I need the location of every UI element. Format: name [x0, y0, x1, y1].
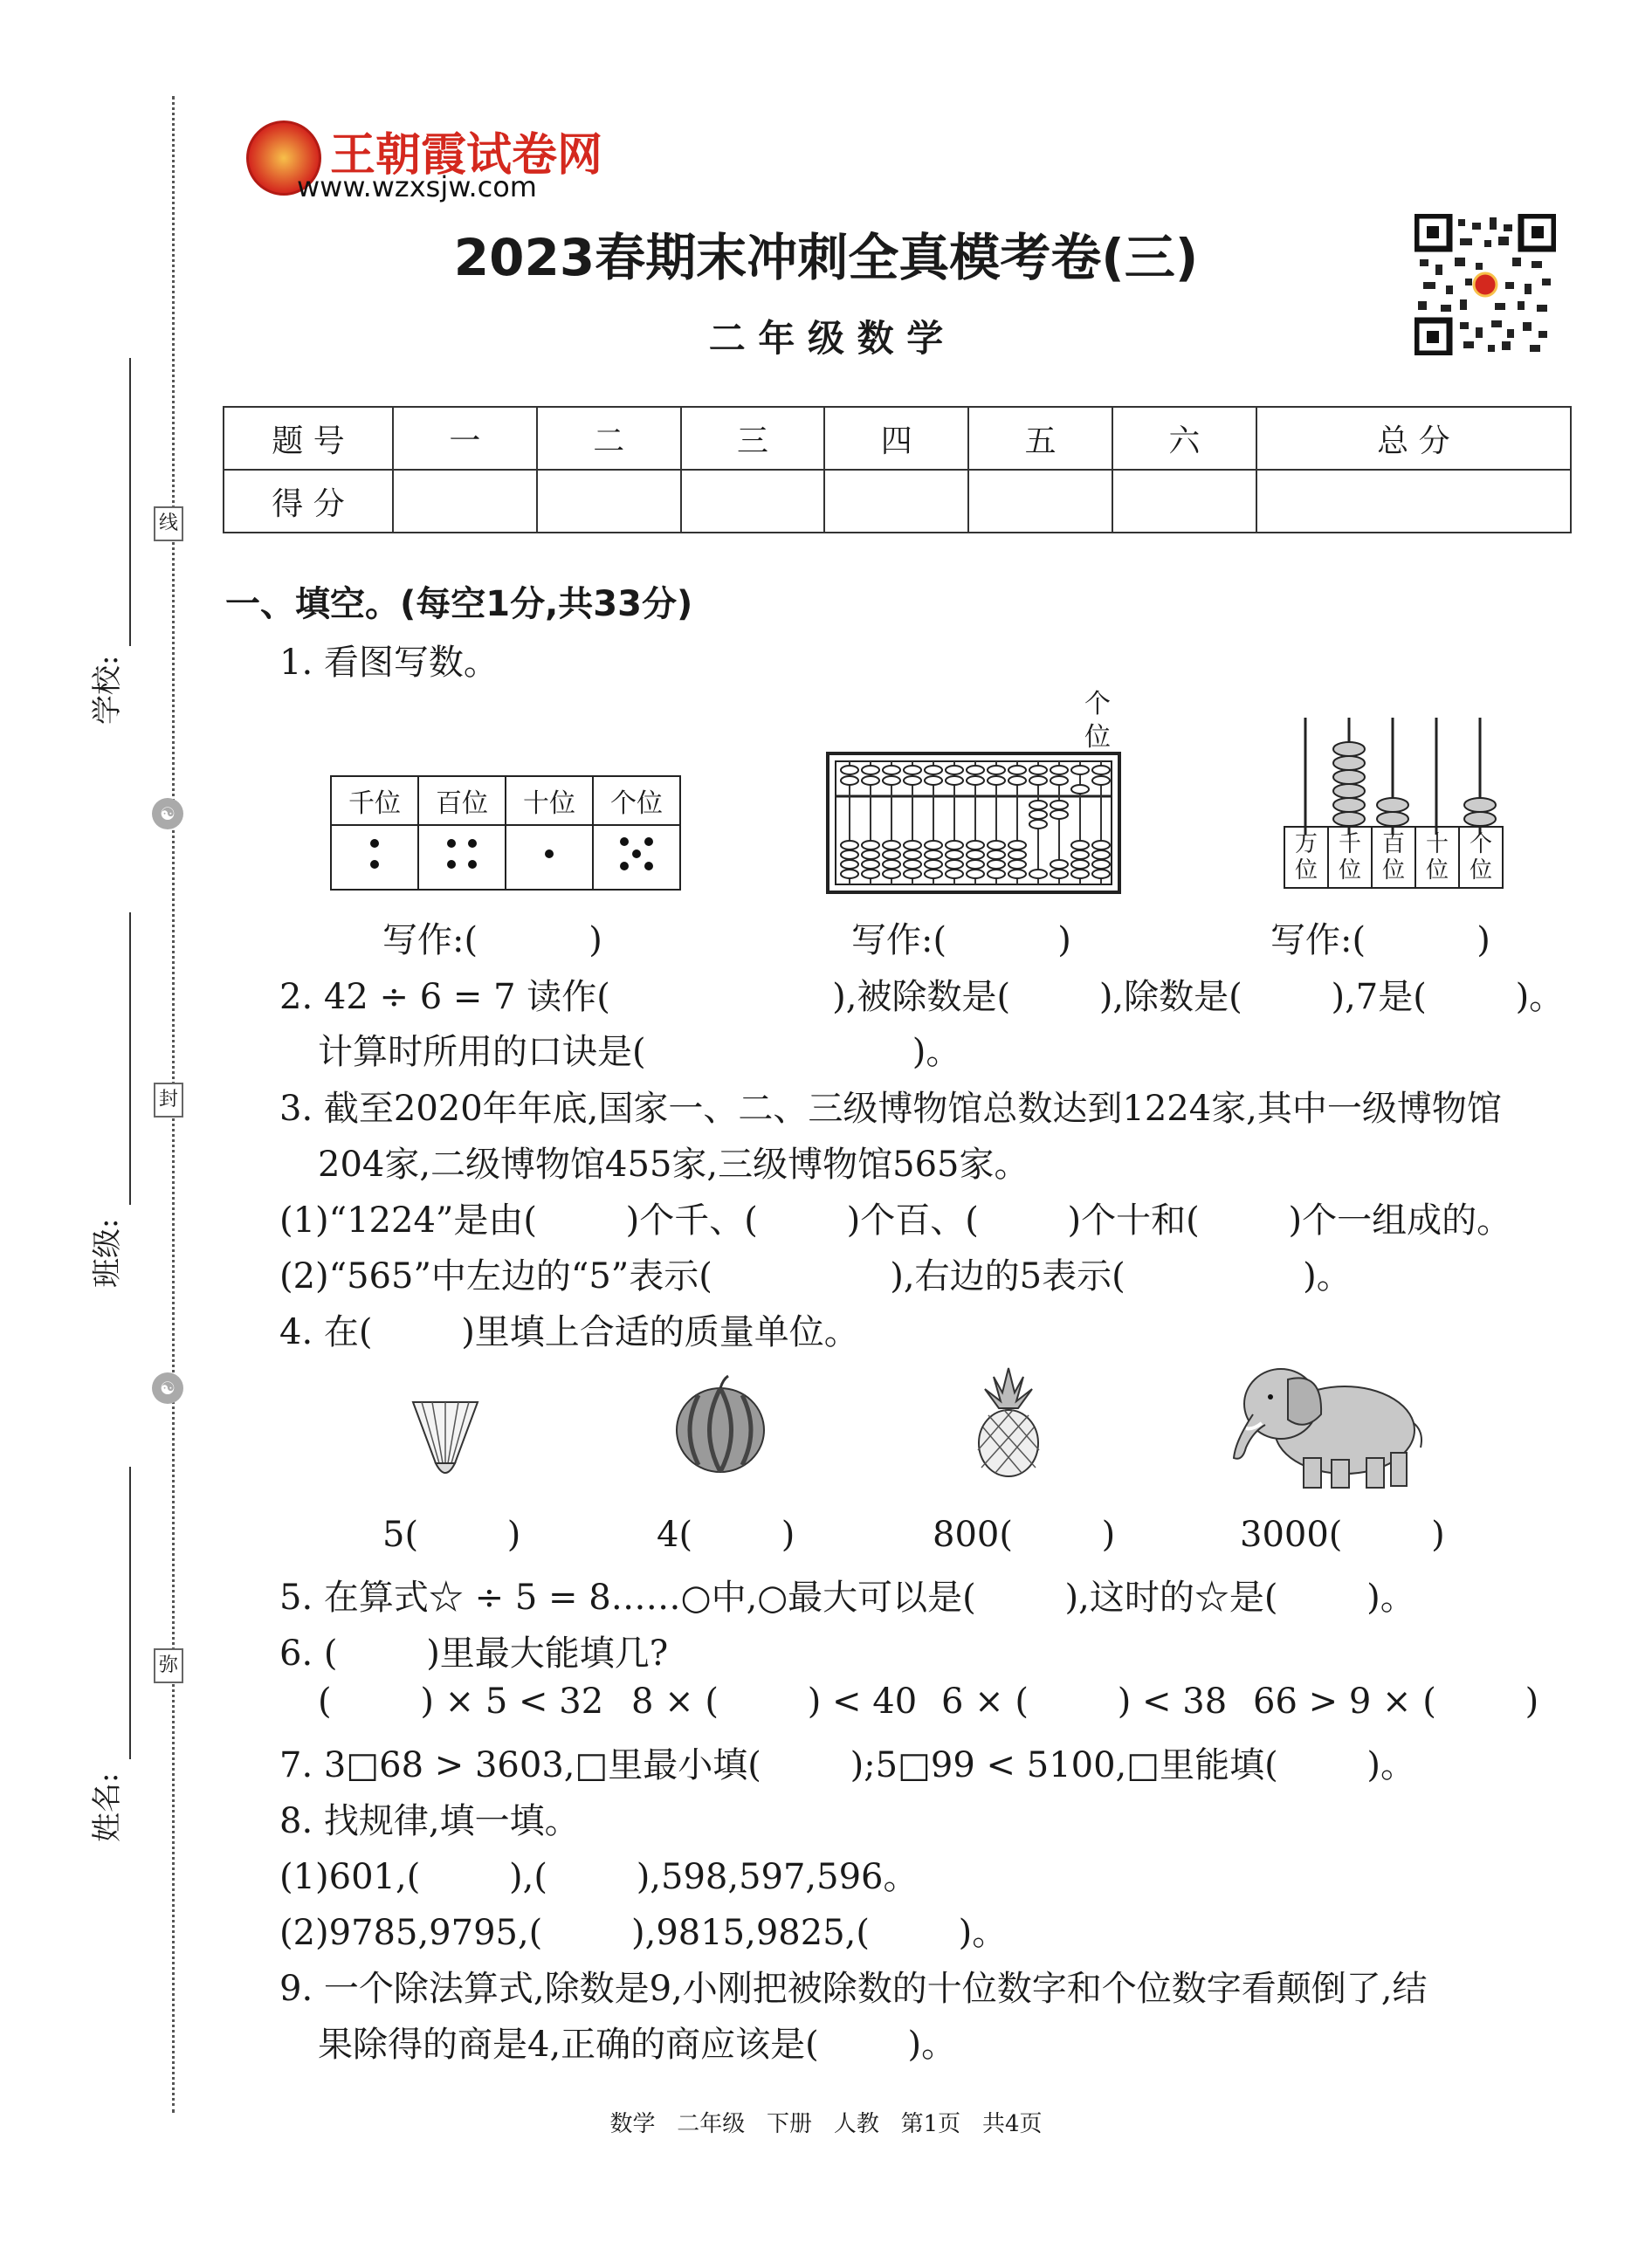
inequality-1[interactable]: ( ) × 5 < 32 — [318, 1682, 604, 1722]
dots-cell — [506, 825, 593, 890]
place-header: 十位 — [506, 776, 593, 825]
score-input-cell[interactable] — [681, 470, 825, 533]
counting-rods-icon — [1284, 714, 1502, 835]
page-footer: 数学 二年级 下册 人教 第1页 共4页 — [609, 2111, 1043, 2137]
question-1: 1. 看图写数。 — [279, 643, 499, 683]
score-cell: 二 — [537, 407, 681, 470]
inequality-2[interactable]: 8 × ( ) < 40 — [631, 1682, 918, 1722]
dots-cell — [418, 825, 506, 890]
brand-url: www.wzxsjw.com — [297, 170, 537, 203]
score-cell: 三 — [681, 407, 825, 470]
rod-label: 十位 — [1415, 827, 1459, 888]
score-cell: 题 号 — [224, 407, 393, 470]
question-7: 7. 3□68 > 3603,□里最小填( );5□99 < 5100,□里能填( )。 — [279, 1745, 1415, 1785]
place-value-chart — [330, 775, 681, 891]
school-underline — [129, 358, 131, 646]
pineapple-icon — [969, 1366, 1048, 1478]
class-label: 班级: — [90, 1218, 125, 1288]
question-5: 5. 在算式☆ ÷ 5 = 8……○中,○最大可以是( ),这时的☆是( )。 — [279, 1578, 1415, 1618]
binding-box-line: 线 — [154, 506, 183, 541]
score-cell: 一 — [393, 407, 537, 470]
question-2-line-2: 计算时所用的口诀是( )。 — [318, 1032, 961, 1072]
name-label: 姓名: — [90, 1772, 125, 1842]
score-input-cell[interactable] — [1112, 470, 1256, 533]
exam-subtitle: 二 年 级 数 学 — [708, 317, 944, 360]
score-cell: 五 — [968, 407, 1112, 470]
rod-label-table — [1284, 826, 1504, 889]
rod-label: 万位 — [1284, 827, 1328, 888]
score-cell: 得 分 — [224, 470, 393, 533]
place-header: 个位 — [593, 776, 680, 825]
section-heading: 一、填空。(每空1分,共33分) — [225, 584, 693, 624]
score-cell: 六 — [1112, 407, 1256, 470]
score-input-cell[interactable] — [824, 470, 968, 533]
class-underline — [129, 912, 131, 1205]
score-input-cell[interactable] — [1256, 470, 1571, 533]
dots-icon — [436, 828, 488, 880]
question-4: 4. 在( )里填上合适的质量单位。 — [279, 1312, 859, 1352]
question-8-sub-1: (1)601,( ),( ),598,597,596。 — [279, 1857, 919, 1897]
dots-icon — [523, 828, 575, 880]
mass-blank-1[interactable]: 5( ) — [382, 1515, 521, 1555]
rod-label: 百位 — [1372, 827, 1415, 888]
inequality-3[interactable]: 6 × ( ) < 38 — [941, 1682, 1228, 1722]
question-6: 6. ( )里最大能填几? — [279, 1633, 669, 1674]
exam-title: 2023春期末冲刺全真模考卷(三) — [453, 228, 1199, 287]
rod-label: 千位 — [1328, 827, 1372, 888]
question-3-line-1: 3. 截至2020年年底,国家一、二、三级博物馆总数达到1224家,其中一级博物馆 — [279, 1089, 1502, 1129]
question-9-line-2: 果除得的商是4,正确的商应该是( )。 — [318, 2025, 957, 2065]
school-label: 学校: — [90, 655, 125, 725]
binding-seal-icon: ☯ — [152, 1372, 183, 1404]
answer-blank-1[interactable]: 写作:( ) — [382, 920, 602, 960]
score-table-score-row — [224, 470, 1571, 533]
mass-blank-2[interactable]: 4( ) — [657, 1515, 795, 1555]
question-3-sub-1: (1)“1224”是由( )个千、( )个百、( )个十和( )个一组成的。 — [279, 1200, 1512, 1241]
question-8-sub-2: (2)9785,9795,( ),9815,9825,( )。 — [279, 1913, 1008, 1953]
dots-icon — [610, 828, 663, 880]
question-3-line-2: 204家,二级博物馆455家,三级博物馆565家。 — [318, 1145, 1029, 1185]
question-2-line-1: 2. 42 ÷ 6 = 7 读作( ),被除数是( ),除数是( ),7是( )。 — [279, 977, 1565, 1017]
mass-blank-4[interactable]: 3000( ) — [1240, 1515, 1445, 1555]
question-9-line-1: 9. 一个除法算式,除数是9,小刚把被除数的十位数字和个位数字看颠倒了,结 — [279, 1969, 1428, 2009]
score-cell: 四 — [824, 407, 968, 470]
abacus-label: 个位 — [1084, 689, 1111, 753]
dots-cell — [331, 825, 418, 890]
mass-blank-3[interactable]: 800( ) — [933, 1515, 1116, 1555]
dots-cell — [593, 825, 680, 890]
place-header: 百位 — [418, 776, 506, 825]
score-input-cell[interactable] — [393, 470, 537, 533]
binding-seal-icon: ☯ — [152, 798, 183, 829]
score-cell: 总 分 — [1256, 407, 1571, 470]
score-table — [223, 406, 1572, 533]
name-underline — [129, 1467, 131, 1759]
question-3-sub-2: (2)“565”中左边的“5”表示( ),右边的5表示( )。 — [279, 1256, 1352, 1296]
question-8: 8. 找规律,填一填。 — [279, 1801, 580, 1841]
shuttlecock-icon — [406, 1395, 485, 1482]
rod-label: 个位 — [1459, 827, 1503, 888]
place-header: 千位 — [331, 776, 418, 825]
score-table-header-row — [224, 407, 1571, 470]
elephant-icon — [1227, 1362, 1428, 1493]
inequality-4[interactable]: 66 > 9 × ( ) — [1253, 1682, 1539, 1722]
binding-box-seal: 封 — [154, 1083, 183, 1118]
dots-icon — [348, 828, 401, 880]
answer-blank-2[interactable]: 写作:( ) — [851, 920, 1071, 960]
brand-name: 王朝霞试卷网 — [330, 129, 603, 182]
binding-box-bind: 弥 — [154, 1648, 183, 1683]
answer-blank-3[interactable]: 写作:( ) — [1270, 920, 1490, 960]
score-input-cell[interactable] — [537, 470, 681, 533]
watermelon-icon — [672, 1371, 768, 1475]
abacus-icon — [825, 751, 1122, 895]
score-input-cell[interactable] — [968, 470, 1112, 533]
